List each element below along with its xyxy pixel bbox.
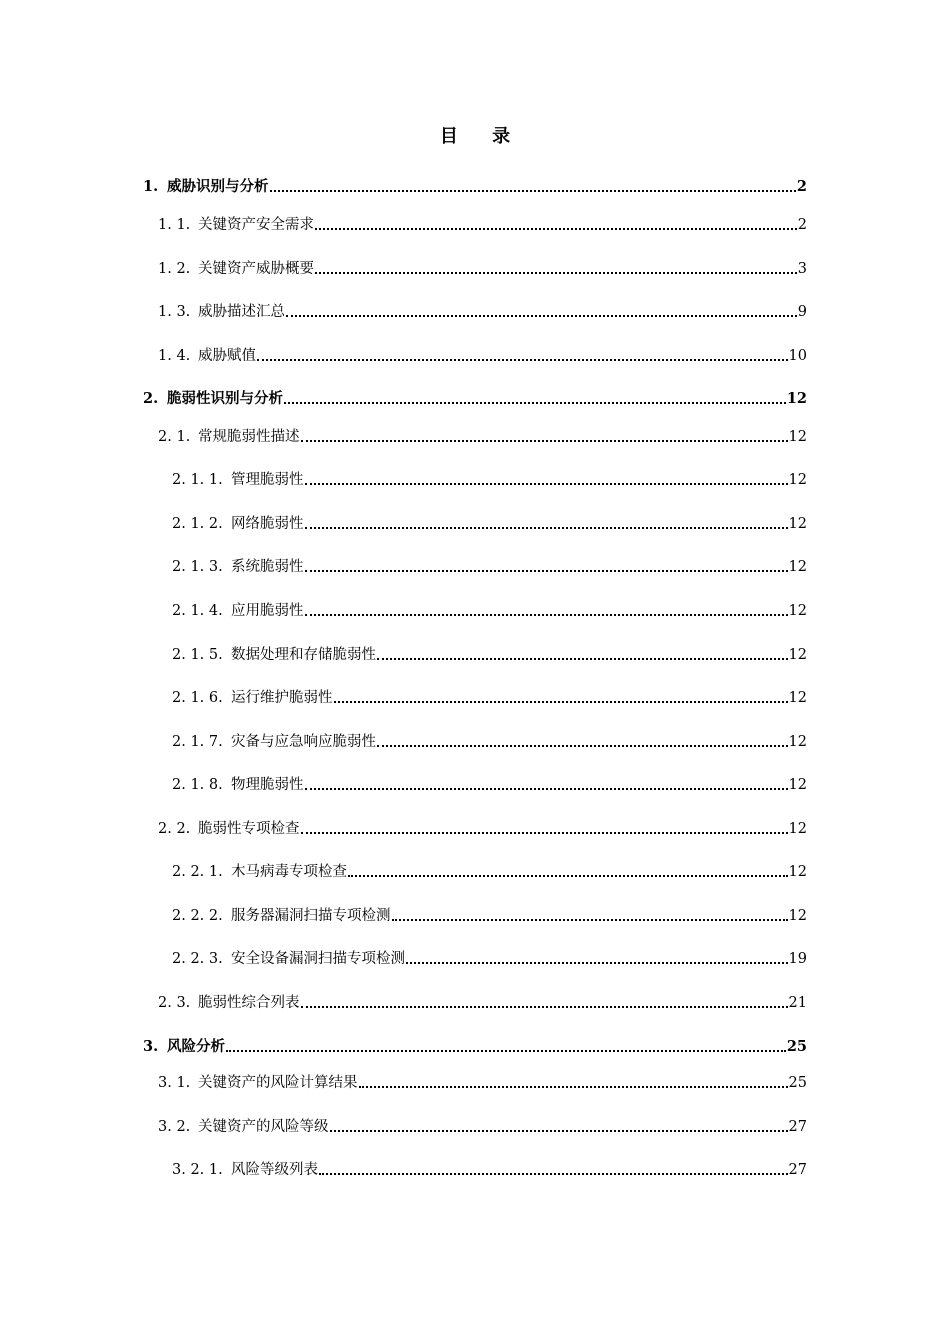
toc-entry-page-number: 12 [788,734,807,750]
toc-entry-number: 1. [143,178,159,195]
toc-entry-level2[interactable] [158,423,807,447]
toc-entry-text: 物理脆弱性 [231,777,304,793]
toc-entry-number: 3. 1. [158,1075,191,1091]
toc-entry-number: 2. 2. 2. [172,908,223,924]
toc-entry-level2[interactable] [158,255,807,279]
toc-entry-number: 2. 3. [158,995,191,1011]
toc-dot-leader [359,1086,788,1088]
toc-entry-page-number: 12 [788,864,807,880]
toc-dot-leader [334,701,788,703]
toc-entry-text: 关键资产的风险计算结果 [198,1075,358,1091]
toc-entry-level2[interactable] [158,298,807,322]
toc-entry-text: 脆弱性综合列表 [198,995,300,1011]
toc-entry-text: 关键资产的风险等级 [198,1119,329,1135]
toc-entry-text: 服务器漏洞扫描专项检测 [231,908,391,924]
toc-dot-leader [305,614,788,616]
toc-dot-leader [284,402,786,404]
toc-entry-text: 脆弱性识别与分析 [167,390,283,407]
toc-entry-page-number: 12 [788,559,807,575]
toc-entry-level3[interactable] [172,684,807,708]
toc-entry-page-number: 21 [788,995,807,1011]
toc-entry-page-number: 12 [788,821,807,837]
toc-entry-level2[interactable] [158,211,807,235]
toc-entry-level2[interactable] [158,1113,807,1137]
toc-entry-number: 2. 1. 6. [172,690,223,706]
toc-entry-page-number: 12 [788,690,807,706]
toc-entry-level3[interactable] [172,728,807,752]
toc-entry-number: 2. 1. 4. [172,603,223,619]
toc-entry-page-number: 12 [786,390,807,407]
toc-dot-leader [315,272,797,274]
toc-entry-text: 灾备与应急响应脆弱性 [231,734,376,750]
toc-entry-level3[interactable] [172,1156,807,1180]
toc-entry-number: 2. 1. 8. [172,777,223,793]
toc-entry-page-number: 12 [788,516,807,532]
toc-dot-leader [286,315,797,317]
toc-dot-leader [305,527,788,529]
toc-entry-text: 关键资产安全需求 [198,217,314,233]
toc-entry-number: 1. 4. [158,348,191,364]
toc-entry-level2[interactable] [158,989,807,1013]
toc-entry-text: 系统脆弱性 [231,559,304,575]
toc-entry-page-number: 27 [788,1162,807,1178]
toc-dot-leader [257,359,788,361]
toc-dot-leader [305,483,788,485]
toc-dot-leader [226,1050,786,1052]
toc-entry-number: 2. 1. 5. [172,647,223,663]
toc-entry-page-number: 12 [788,777,807,793]
toc-entry-level1[interactable] [143,1033,807,1057]
toc-entry-level1[interactable] [143,173,807,197]
toc-entry-page-number: 2 [796,178,807,195]
toc-dot-leader [305,570,788,572]
toc-entry-number: 2. 2. [158,821,191,837]
toc-dot-leader [392,919,788,921]
toc-dot-leader [377,745,788,747]
toc-entry-page-number: 27 [788,1119,807,1135]
toc-entry-text: 应用脆弱性 [231,603,304,619]
toc-title: 目 录 [439,126,525,147]
toc-entry-number: 2. 2. 3. [172,951,223,967]
toc-dot-leader [377,658,788,660]
toc-entry-text: 脆弱性专项检查 [198,821,300,837]
toc-entry-text: 木马病毒专项检查 [231,864,347,880]
toc-dot-leader [270,190,796,192]
toc-entry-text: 常规脆弱性描述 [198,429,300,445]
toc-entry-text: 关键资产威胁概要 [198,261,314,277]
toc-entry-text: 安全设备漏洞扫描专项检测 [231,951,405,967]
toc-entry-text: 管理脆弱性 [231,472,304,488]
toc-entry-level3[interactable] [172,553,807,577]
toc-entry-page-number: 9 [797,304,807,320]
toc-entry-page-number: 25 [788,1075,807,1091]
toc-entry-level2[interactable] [158,342,807,366]
toc-entry-level3[interactable] [172,771,807,795]
toc-entry-number: 3. 2. 1. [172,1162,223,1178]
toc-entry-page-number: 12 [788,472,807,488]
toc-entry-page-number: 3 [797,261,807,277]
toc-entry-text: 网络脆弱性 [231,516,304,532]
toc-entry-level1[interactable] [143,385,807,409]
toc-entry-page-number: 12 [788,603,807,619]
toc-entry-number: 1. 3. [158,304,191,320]
toc-entry-level2[interactable] [158,815,807,839]
toc-entry-number: 2. [143,390,159,407]
toc-entry-number: 2. 1. 2. [172,516,223,532]
toc-entry-text: 数据处理和存储脆弱性 [231,647,376,663]
toc-dot-leader [330,1130,788,1132]
toc-dot-leader [301,440,788,442]
toc-dot-leader [301,832,788,834]
toc-entry-text: 威胁识别与分析 [167,178,269,195]
toc-entry-page-number: 25 [786,1038,807,1055]
toc-entry-level3[interactable] [172,858,807,882]
toc-entry-page-number: 12 [788,429,807,445]
toc-entry-page-number: 10 [788,348,807,364]
toc-entry-level3[interactable] [172,641,807,665]
toc-entry-text: 威胁赋值 [198,348,256,364]
toc-entry-level3[interactable] [172,466,807,490]
toc-entry-level2[interactable] [158,1069,807,1093]
toc-entry-number: 2. 2. 1. [172,864,223,880]
toc-entry-level3[interactable] [172,945,807,969]
toc-entry-level3[interactable] [172,902,807,926]
toc-entry-page-number: 12 [788,908,807,924]
toc-dot-leader [301,1006,788,1008]
toc-entry-text: 运行维护脆弱性 [231,690,333,706]
toc-dot-leader [406,962,788,964]
toc-entry-number: 1. 2. [158,261,191,277]
toc-entry-text: 威胁描述汇总 [198,304,285,320]
toc-entry-text: 风险分析 [167,1038,225,1055]
toc-dot-leader [305,788,788,790]
toc-entry-page-number: 2 [797,217,807,233]
toc-entry-level3[interactable] [172,510,807,534]
toc-entry-level3[interactable] [172,597,807,621]
toc-dot-leader [348,875,788,877]
toc-entry-number: 1. 1. [158,217,191,233]
toc-dot-leader [319,1173,788,1175]
toc-entry-number: 3. [143,1038,159,1055]
toc-entry-text: 风险等级列表 [231,1162,318,1178]
toc-entry-number: 2. 1. 1. [172,472,223,488]
toc-dot-leader [315,228,797,230]
toc-entry-page-number: 19 [788,951,807,967]
toc-entry-number: 3. 2. [158,1119,191,1135]
toc-entry-number: 2. 1. 7. [172,734,223,750]
toc-entry-number: 2. 1. [158,429,191,445]
toc-entry-page-number: 12 [788,647,807,663]
toc-entry-number: 2. 1. 3. [172,559,223,575]
